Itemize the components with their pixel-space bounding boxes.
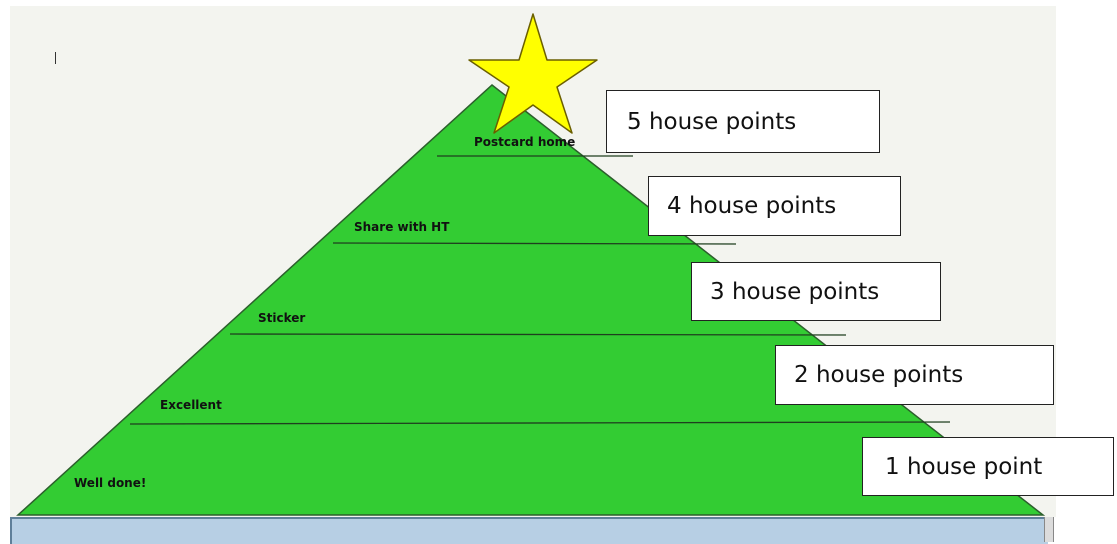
points-text-3: 3 house points xyxy=(710,278,880,305)
tier-label-postcard-home: Postcard home xyxy=(474,135,576,149)
tier-label-sticker: Sticker xyxy=(258,311,306,325)
bottom-bar-right-edge xyxy=(1044,517,1054,542)
points-box-3 xyxy=(691,262,941,321)
tier-label-excellent: Excellent xyxy=(160,398,222,412)
bottom-bar xyxy=(10,517,1048,544)
points-box-2 xyxy=(775,345,1054,405)
points-text-2: 2 house points xyxy=(794,362,964,388)
points-text-4: 4 house points xyxy=(667,193,837,219)
points-text-1: 1 house point xyxy=(885,453,1043,480)
points-box-4 xyxy=(648,176,901,236)
points-text-5: 5 house points xyxy=(627,108,797,135)
points-box-1 xyxy=(862,437,1114,496)
tier-label-well-done: Well done! xyxy=(74,476,147,490)
points-box-5 xyxy=(606,90,880,153)
tier-label-share-with-ht: Share with HT xyxy=(354,220,450,234)
